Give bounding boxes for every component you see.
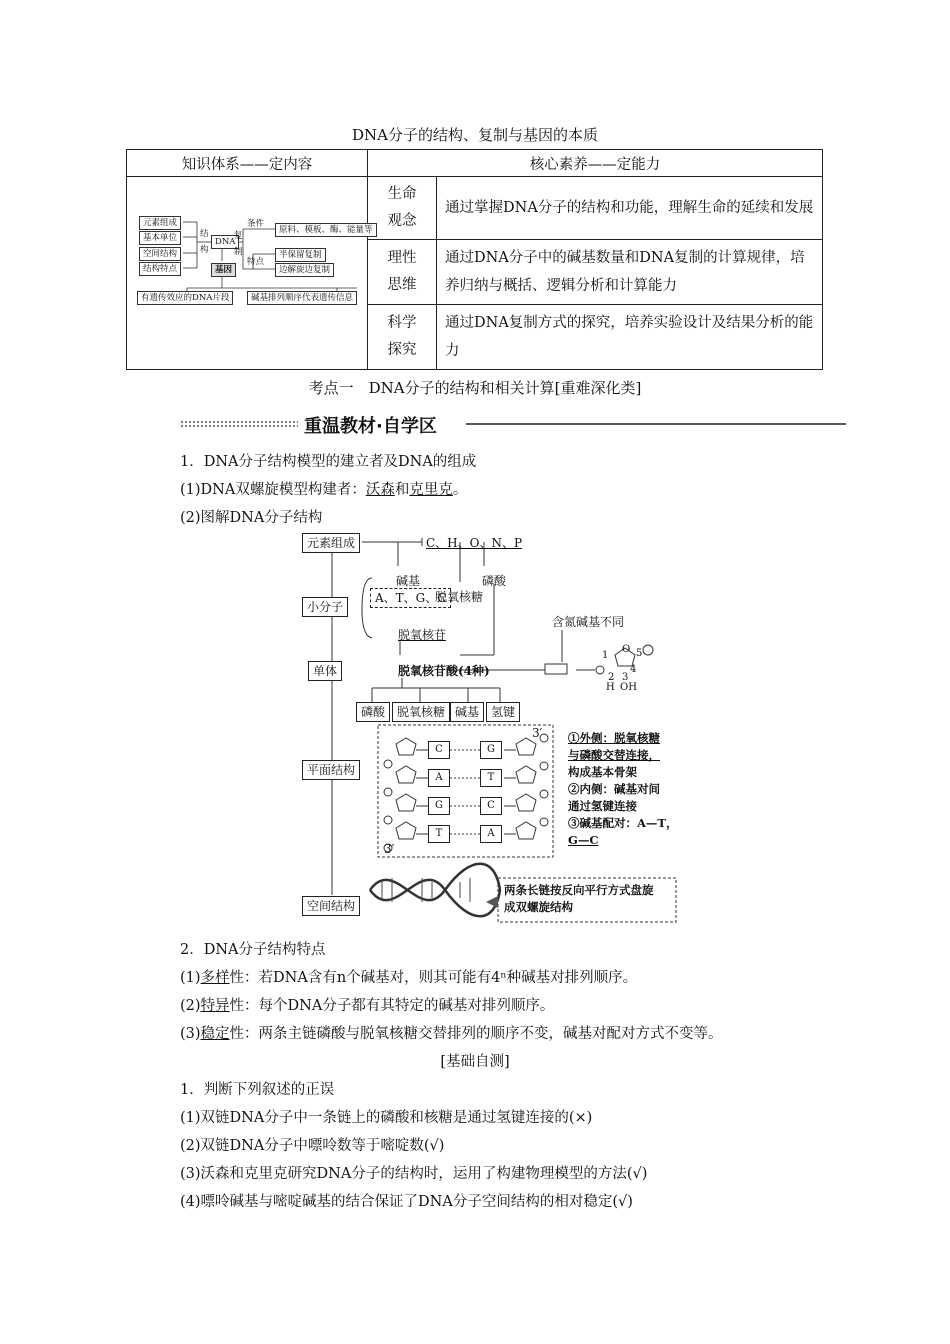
diff-label: 含氮碱基不同 <box>552 615 625 629</box>
paragraph <box>180 478 467 499</box>
dna-structure-figure <box>300 530 690 930</box>
elements-text: C、H、O、N、P <box>426 536 523 550</box>
map-item: 原料、模板、酶、能量等 <box>275 223 377 237</box>
component: 碱基 <box>450 702 484 722</box>
map-item: 元素组成 <box>139 216 181 230</box>
map-label: 条件 <box>247 219 265 229</box>
core-category <box>368 305 437 370</box>
sugar-right <box>516 822 536 839</box>
test-item: (3)沃森和克里克研究DNA分子的结构时，运用了构建物理模型的方法(√) <box>180 1166 648 1182</box>
note-line: 两条长链按反向平行方式盘旋 <box>504 883 654 897</box>
cat-line: 探究 <box>387 342 417 358</box>
note-line: G—C <box>568 833 599 847</box>
base: A <box>480 825 502 843</box>
sugar-left <box>396 822 416 839</box>
overview-table <box>126 149 823 370</box>
text: 性：若DNA含有n个碱基对，则其可能有4ⁿ种碱基对排列顺序。 <box>229 970 638 986</box>
cat-line: 理性 <box>387 250 417 266</box>
core-category <box>368 240 437 305</box>
note-line: ①外侧：脱氧核糖 <box>568 731 660 745</box>
phosphate <box>540 818 548 826</box>
text: (2) <box>180 998 201 1014</box>
cat-line: 生命 <box>387 186 417 202</box>
prime-top: 3′ <box>532 726 543 740</box>
bases-box: A、T、G、C <box>370 588 451 608</box>
header-right: 核心素养——定能力 <box>368 150 823 177</box>
map-item: 结构特点 <box>139 262 181 276</box>
atom-3: 3 <box>622 672 629 683</box>
text: 和 <box>394 482 410 498</box>
map-item: 半保留复制 <box>275 248 326 262</box>
paragraph: 1．DNA分子结构模型的建立者及DNA的组成 <box>180 454 477 470</box>
nucleoside-label: 脱氧核苷 <box>398 628 447 642</box>
cat-line: 思维 <box>387 277 417 293</box>
core-desc: 通过掌握DNA分子的结构和功能，理解生命的延续和发展 <box>437 177 823 240</box>
level-space: 空间结构 <box>302 896 360 916</box>
sugar-label: 脱氧核糖 <box>435 590 484 604</box>
atom-2: 2 <box>608 672 615 683</box>
cat-line: 科学 <box>387 315 417 331</box>
sugar-left <box>396 794 416 811</box>
knowledge-map <box>127 177 373 347</box>
answer: 稳定 <box>200 1026 230 1042</box>
note-line: 与磷酸交替连接， <box>568 748 660 762</box>
core-desc: 通过DNA分子中的碱基数量和DNA复制的计算规律，培养归纳与概括、逻辑分析和计算能力 <box>437 240 823 305</box>
phosphate <box>540 790 548 798</box>
section-title: 考点一 DNA分子的结构和相关计算[重难深化类] <box>308 379 642 397</box>
phosphate <box>540 762 548 770</box>
paragraph <box>180 994 554 1015</box>
sugar-right <box>516 766 536 783</box>
paragraph <box>180 966 637 987</box>
atom-h: H <box>606 682 615 693</box>
text: 。 <box>452 482 468 498</box>
base-label: 碱基 <box>396 574 421 588</box>
map-label: 特点 <box>247 257 265 267</box>
atom-5: 5 <box>636 648 643 659</box>
map-item: 空间结构 <box>139 247 181 261</box>
map-label: 制 <box>234 247 243 257</box>
phosphate-label: 磷酸 <box>482 574 507 588</box>
nucleotide-label: 脱氧核苷酸(4种) <box>398 664 490 678</box>
component: 氢键 <box>486 702 520 722</box>
map-item: 边解旋边复制 <box>275 263 334 277</box>
answer: 特异 <box>200 998 230 1014</box>
phosphate <box>384 816 392 824</box>
banner-dots <box>180 420 298 428</box>
sugar-right <box>516 794 536 811</box>
helix-note <box>504 882 654 916</box>
level-elements: 元素组成 <box>302 533 360 553</box>
phosphate <box>384 760 392 768</box>
base: C <box>428 741 450 759</box>
level-plane: 平面结构 <box>302 760 360 780</box>
text: (3) <box>180 1026 201 1042</box>
map-dna: DNA <box>211 235 239 249</box>
answer: 沃森 <box>365 482 395 498</box>
prime-bottom: 3′ <box>384 842 395 856</box>
banner-rule <box>466 423 846 425</box>
map-item: 基本单位 <box>139 231 181 245</box>
self-test-title: [基础自测] <box>440 1054 510 1070</box>
map-label: 结 <box>200 229 209 239</box>
base: G <box>480 741 502 759</box>
base: G <box>428 797 450 815</box>
base: C <box>480 797 502 815</box>
test-item: (2)双链DNA分子中嘌呤数等于嘧啶数(√) <box>180 1138 445 1154</box>
level-monomer: 单体 <box>308 661 342 681</box>
note-line: 通过氢键连接 <box>568 799 637 813</box>
text: (1) <box>180 970 201 986</box>
atom-oh: OH <box>620 682 637 693</box>
banner <box>180 412 846 436</box>
note-line: 成双螺旋结构 <box>504 900 573 914</box>
paragraph: 1．判断下列叙述的正误 <box>180 1082 335 1098</box>
map-gene: 基因 <box>211 263 236 277</box>
paragraph: (2)图解DNA分子结构 <box>180 510 323 526</box>
map-item: 碱基排列顺序代表遗传信息 <box>247 291 357 305</box>
ladder <box>384 734 548 852</box>
atom-1: 1 <box>602 650 609 661</box>
core-desc: 通过DNA复制方式的探究，培养实验设计及结果分析的能力 <box>437 305 823 370</box>
map-label: 构 <box>200 245 209 255</box>
answer: 克里克 <box>409 482 453 498</box>
text: (1)DNA双螺旋模型构建者： <box>180 482 366 498</box>
map-label: 复 <box>234 231 243 241</box>
paragraph: 2．DNA分子结构特点 <box>180 942 326 958</box>
test-item: (1)双链DNA分子中一条链上的磷酸和核糖是通过氢键连接的(×) <box>180 1110 593 1126</box>
atom-4: 4 <box>630 664 637 675</box>
note-line: ②内侧：碱基对间 <box>568 782 660 796</box>
sugar-left <box>396 738 416 755</box>
core-category <box>368 177 437 240</box>
atom-o: O <box>622 644 631 655</box>
cat-line: 观念 <box>387 213 417 229</box>
test-item: (4)嘌呤碱基与嘧啶碱基的结合保证了DNA分子空间结构的相对稳定(√) <box>180 1194 633 1210</box>
sugar-left <box>396 766 416 783</box>
map-item: 有遗传效应的DNA片段 <box>137 291 233 305</box>
page-title: DNA分子的结构、复制与基因的本质 <box>352 126 598 144</box>
base: T <box>480 769 502 787</box>
note-line: 构成基本骨架 <box>568 765 637 779</box>
paragraph <box>180 1022 723 1043</box>
banner-text: 重温教材·自学区 <box>304 416 437 437</box>
note-line: ③碱基配对：A—T， <box>568 816 678 830</box>
level-small-molecule: 小分子 <box>302 597 348 617</box>
knowledge-map-cell <box>127 177 373 370</box>
answer: 多样 <box>200 970 230 986</box>
text: 性：每个DNA分子都有其特定的碱基对排列顺序。 <box>229 998 555 1014</box>
structure-notes <box>568 730 677 849</box>
header-left: 知识体系——定内容 <box>127 150 368 177</box>
base: A <box>428 769 450 787</box>
component: 磷酸 <box>356 702 390 722</box>
sugar-right <box>516 738 536 755</box>
phosphate <box>384 788 392 796</box>
component: 脱氧核糖 <box>392 702 450 722</box>
base: T <box>428 825 450 843</box>
text: 性：两条主链磷酸与脱氧核糖交替排列的顺序不变，碱基对配对方式不变等。 <box>229 1026 723 1042</box>
